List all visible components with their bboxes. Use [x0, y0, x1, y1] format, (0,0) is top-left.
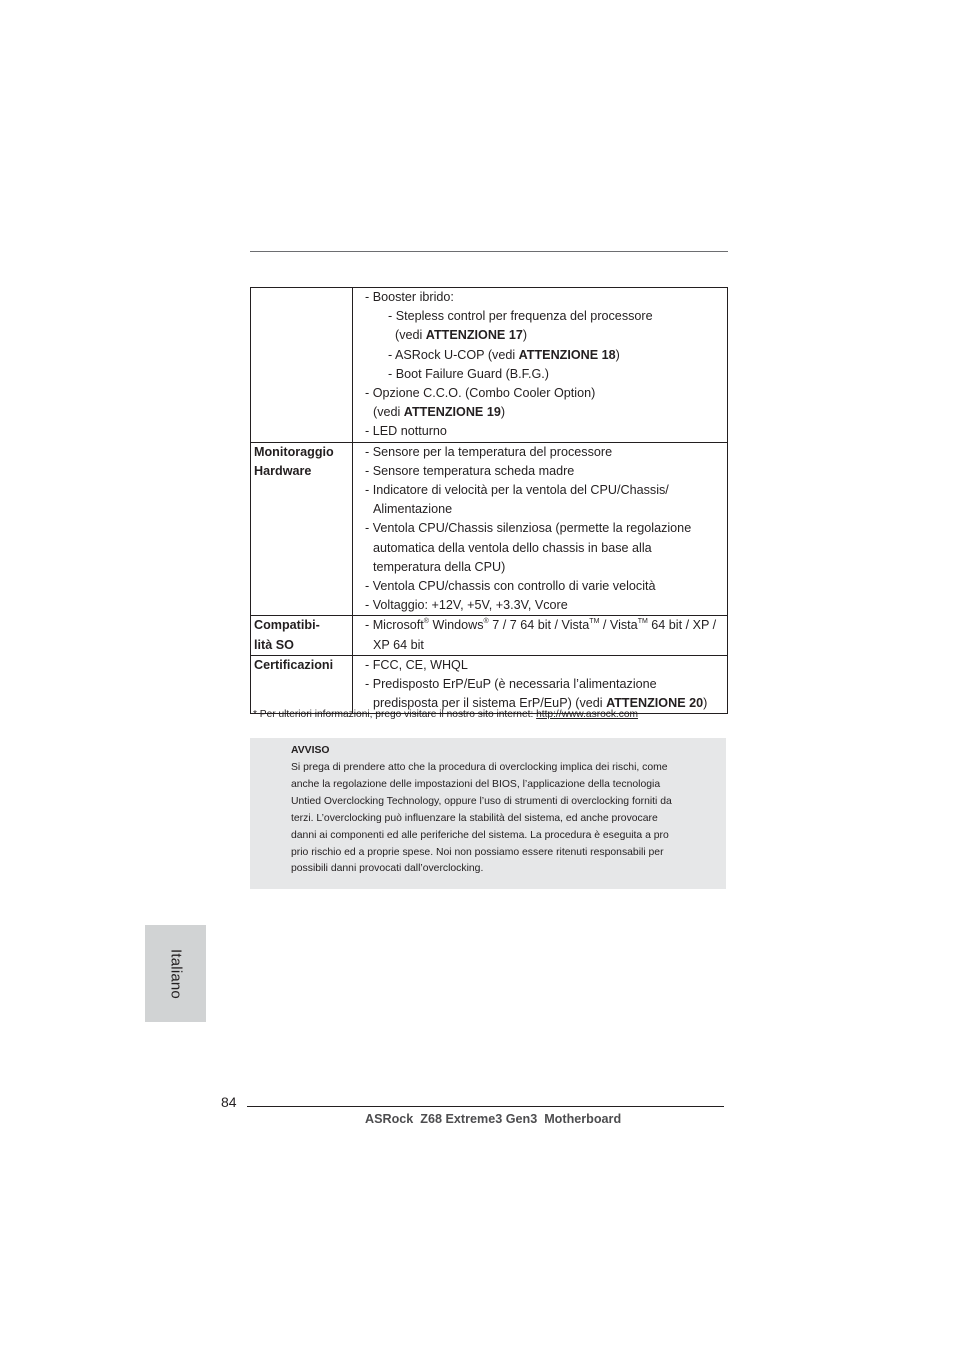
- list-item: - Sensore temperatura scheda madre: [365, 463, 575, 478]
- list-item: - Predisposto ErP/EuP (è necessaria l’alimentazione: [365, 677, 657, 692]
- row-value: [353, 616, 728, 655]
- list-item: - Opzione C.C.O. (Combo Cooler Option): [365, 386, 596, 401]
- list-item: (vedi ATTENZIONE 17): [395, 328, 528, 343]
- header-rule: [250, 251, 728, 252]
- row-label: Monitoraggio Hardware: [251, 442, 353, 616]
- list-item: - ASRock U-COP (vedi ATTENZIONE 18): [388, 347, 620, 362]
- notice-box: [250, 738, 726, 889]
- list-item: (vedi ATTENZIONE 19): [373, 405, 506, 420]
- footer-title: ASRock Z68 Extreme3 Gen3 Motherboard: [365, 1112, 622, 1126]
- list-item: - LED notturno: [365, 424, 447, 439]
- list-item: - Stepless control per frequenza del processore: [388, 309, 653, 324]
- spec-table: [250, 287, 728, 714]
- footer-rule: [247, 1106, 724, 1107]
- list-item: - Voltaggio: +12V, +5V, +3.3V, Vcore: [365, 598, 568, 613]
- list-item: - Booster ibrido:: [365, 290, 454, 304]
- table-row: [251, 442, 728, 616]
- website-link[interactable]: http://www.asrock.com: [536, 709, 639, 720]
- language-tab: [145, 925, 206, 1022]
- list-item: Alimentazione: [373, 502, 453, 517]
- list-item: XP 64 bit: [373, 637, 424, 652]
- page-number: 84: [221, 1094, 237, 1110]
- row-label: [251, 288, 353, 443]
- list-item: temperatura della CPU): [373, 559, 506, 574]
- row-value: [353, 655, 728, 714]
- list-item: - Indicatore di velocità per la ventola del CPU/Chassis/: [365, 483, 669, 498]
- list-item: - Ventola CPU/Chassis silenziosa (permette la regolazione: [365, 521, 692, 536]
- row-label: Compatibi- lità SO: [251, 616, 353, 655]
- notice-body: Si prega di prendere atto che la procedura di overclocking implica dei rischi, come anche la regolazione delle impostazioni del BIOS, l’applicazione della tecnologia Untied Overclocking Technology, oppure l’uso di strumenti di overclocking forniti da terzi. L’overclocking può influenzare la stabilità del sistema, ed anche provocare danni ai componenti ed alle periferiche del sistema. La procedura è eseguita a pro prio rischio ed a proprie spese. Noi non possiamo essere ritenuti responsabili per possibili danni provocati dall’overclocking.: [291, 762, 672, 875]
- notice-title: AVVISO: [291, 745, 330, 756]
- row-value: [353, 288, 728, 443]
- table-row: [251, 616, 728, 655]
- table-row: [251, 288, 728, 443]
- row-value: [353, 442, 728, 616]
- footnote: * Per ulteriori informazioni, prego visitare il nostro sito internet: http://www.asrock.com: [253, 709, 639, 720]
- table-row: [251, 655, 728, 714]
- list-item: - Ventola CPU/chassis con controllo di varie velocità: [365, 579, 656, 594]
- row-label: Certificazioni: [251, 655, 353, 714]
- list-item: - FCC, CE, WHQL: [365, 657, 468, 672]
- list-item: - Sensore per la temperatura del processore: [365, 444, 613, 459]
- language-tab-label: Italiano: [167, 948, 184, 999]
- list-item: - Microsoft® Windows® 7 / 7 64 bit / Vista™ / Vista™ 64 bit / XP /: [365, 618, 717, 633]
- list-item: - Boot Failure Guard (B.F.G.): [388, 366, 549, 381]
- list-item: predisposta per il sistema ErP/EuP) (vedi ATTENZIONE 20): [373, 696, 708, 711]
- list-item: automatica della ventola dello chassis in base alla: [373, 540, 652, 555]
